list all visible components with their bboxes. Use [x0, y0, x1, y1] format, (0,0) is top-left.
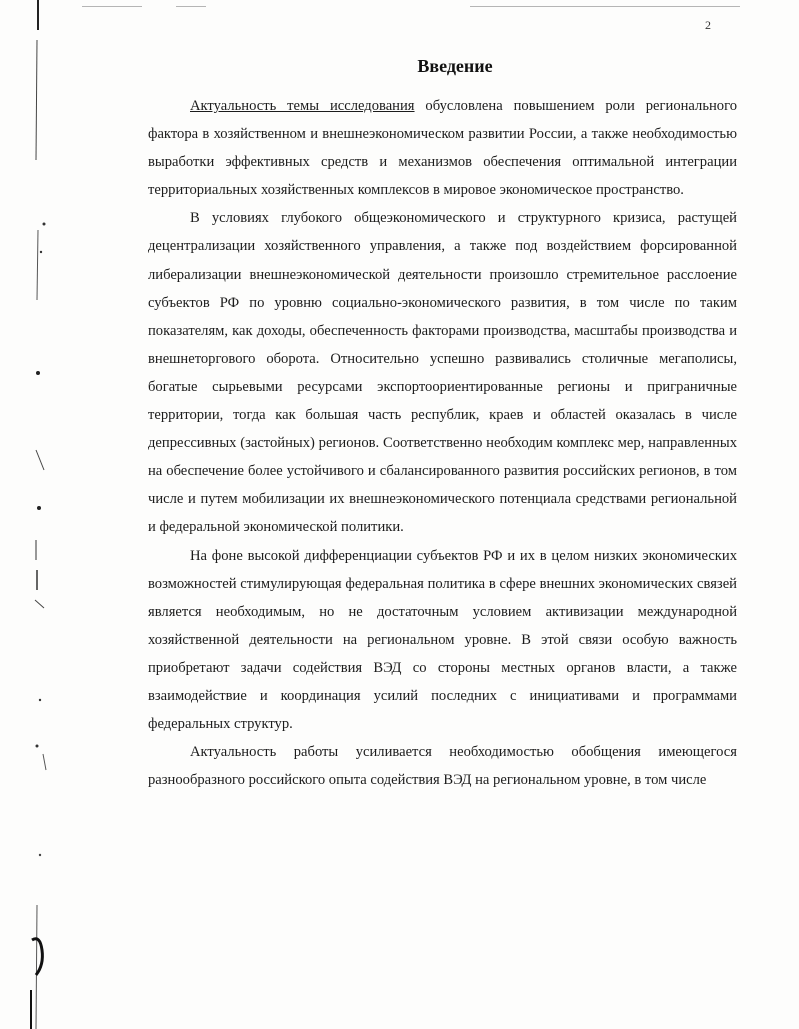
paragraph-4: Актуальность работы усиливается необходимостью обобщения имеющегося разнообразного российского опыта содействия ВЭД на региональном уровне, в том числе	[148, 744, 737, 789]
paragraph-1	[148, 92, 737, 204]
top-scan-rule-right	[470, 6, 740, 7]
paragraph-3: На фоне высокой дифференциации субъектов РФ и их в целом низких экономических возможностей стимулирующая федеральная политика в сфере внешних экономических связей является необходимым, но не достаточным условием активизации международной хозяйственной деятельности на региональном уровне. В этой связи особую важность приобретают задачи содействия ВЭД со стороны местных органов власти, а также взаимодействие и координация усилий последних с инициативами и программами федеральных структур.	[148, 547, 737, 733]
body-text	[148, 92, 737, 794]
page-number: 2	[705, 18, 711, 32]
top-scan-rule-left	[82, 6, 142, 7]
paragraph-1-text: обусловлена повышением роли регионального фактора в хозяйственном и внешнеэкономическом развитии России, а также необходимостью выработки эффективных средств и механизмов обеспечения оптимальной интеграции территориальных хозяйственных комплексов в мировое экономическое пространство.	[148, 98, 738, 199]
top-scan-rule-mid	[176, 6, 206, 7]
underlined-lead: Актуальность темы исследования	[190, 98, 415, 114]
page-heading: Введение	[417, 56, 493, 76]
scan-edge-artifacts	[0, 0, 60, 1029]
paragraph-2: В условиях глубокого общеэкономического и структурного кризиса, растущей децентрализации хозяйственного управления, а также под воздействием форсированной либерализации внешнеэкономической деятельности произошло стремительное расслоение субъектов РФ по уровню социально-экономического развития, в том числе по таким показателям, как доходы, обеспеченность факторами производства, масштабы производства и внешнеторгового оборота. Относительно успешно развивались столичные мегаполисы, богатые сырьевыми ресурсами экспортоориентированные регионы и приграничные территории, тогда как большая часть республик, краев и областей оказалась в числе депрессивных (застойных) регионов. Соответственно необходим комплекс мер, направленных на обеспечение более устойчивого и сбалансированного развития российских регионов, в том числе и путем мобилизации их внешнеэкономического потенциала средствами региональной и федеральной экономической политики.	[148, 210, 737, 536]
